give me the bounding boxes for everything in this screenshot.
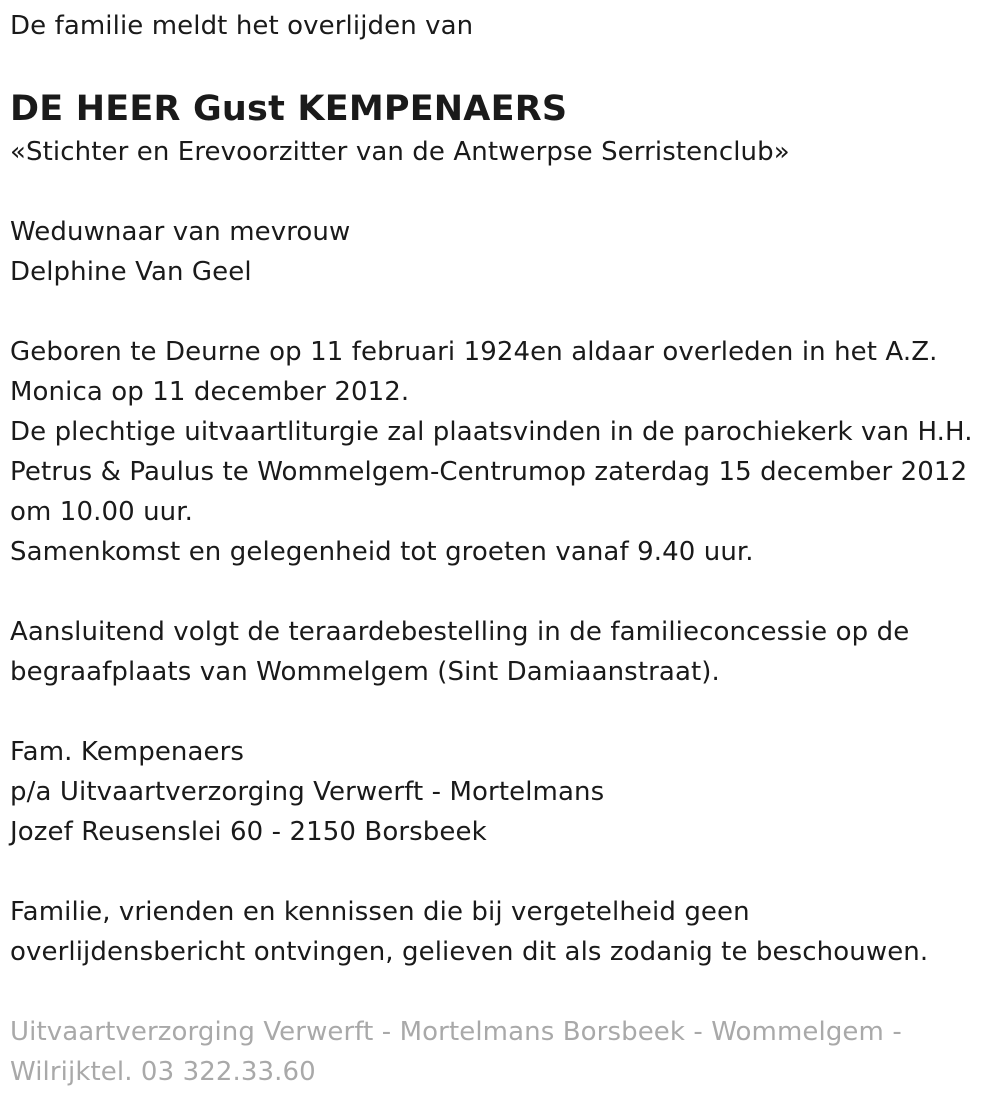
spacer: [10, 172, 990, 212]
spacer: [10, 852, 990, 892]
details-line: Monica op 11 december 2012.: [10, 377, 410, 407]
burial-block: [10, 612, 990, 692]
details-line: om 10.00 uur.: [10, 497, 194, 527]
intro-text: De familie meldt het overlijden van: [10, 11, 474, 41]
deceased-name: DE HEER Gust KEMPENAERS: [10, 89, 568, 129]
closing-line: Familie, vrienden en kennissen die bij vergetelheid geen: [10, 897, 750, 927]
burial-line: begraafplaats van Wommelgem (Sint Damiaanstraat).: [10, 657, 720, 687]
details-line: Geboren te Deurne op 11 februari 1924en aldaar overleden in het A.Z.: [10, 337, 938, 367]
spouse-block: [10, 212, 990, 292]
burial-line: Aansluitend volgt de teraardebestelling in de familieconcessie op de: [10, 617, 910, 647]
details-line: Petrus & Paulus te Wommelgem-Centrumop zaterdag 15 december 2012: [10, 457, 968, 487]
footer-line: Uitvaartverzorging Verwerft - Mortelmans Borsbeek - Wommelgem -: [10, 1017, 902, 1047]
closing-line: overlijdensbericht ontvingen, gelieven dit als zodanig te beschouwen.: [10, 937, 929, 967]
spouse-line: Weduwnaar van mevrouw: [10, 217, 351, 247]
spouse-name: Delphine Van Geel: [10, 257, 252, 287]
deceased-title: «Stichter en Erevoorzitter van de Antwerpse Serristenclub»: [10, 137, 790, 167]
footer-line: Wilrijktel. 03 322.33.60: [10, 1057, 316, 1087]
contact-line: p/a Uitvaartverzorging Verwerft - Mortelmans: [10, 777, 605, 807]
spacer: [10, 292, 990, 332]
contact-line: Fam. Kempenaers: [10, 737, 245, 767]
spacer: [10, 972, 990, 1012]
spacer: [10, 572, 990, 612]
details-line: De plechtige uitvaartliturgie zal plaatsvinden in de parochiekerk van H.H.: [10, 417, 973, 447]
details-line: Samenkomst en gelegenheid tot groeten vanaf 9.40 uur.: [10, 537, 754, 567]
closing-block: [10, 892, 990, 972]
contact-block: [10, 732, 990, 852]
contact-line: Jozef Reusenslei 60 - 2150 Borsbeek: [10, 817, 487, 847]
details-block: [10, 332, 990, 572]
spacer: [10, 692, 990, 732]
funeral-home-footer: [10, 1012, 990, 1092]
